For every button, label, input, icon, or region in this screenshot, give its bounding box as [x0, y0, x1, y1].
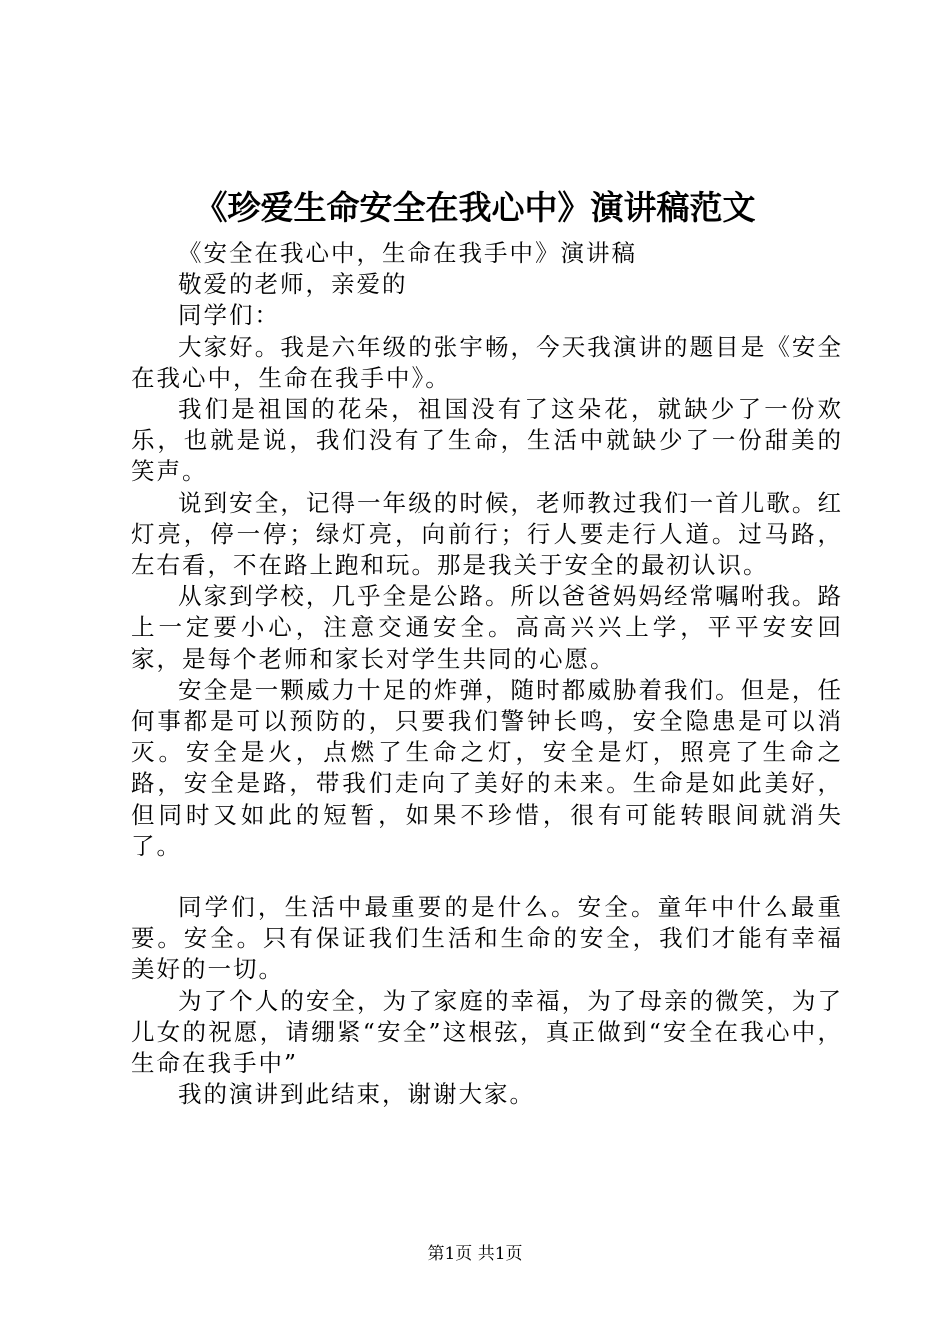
document-title: 《珍爱生命安全在我心中》演讲稿范文: [194, 188, 756, 227]
paragraph: 大家好。我是六年级的张宇畅，今天我演讲的题目是《安全在我心中，生命在我手中》。: [131, 332, 843, 392]
document-body: [131, 238, 843, 1110]
paragraph-greeting: 敬爱的老师，亲爱的: [178, 270, 408, 299]
paragraph: 从家到学校，几乎全是公路。所以爸爸妈妈经常嘱咐我。路上一定要小心，注意交通安全。高高兴兴上学，平平安安回家，是每个老师和家长对学生共同的心愿。: [131, 582, 843, 673]
paragraph: 安全是一颗威力十足的炸弹，随时都威胁着我们。但是，任何事都是可以预防的，只要我们警钟长鸣，安全隐患是可以消灭。安全是火，点燃了生命之灯，安全是灯，照亮了生命之路，安全是路，带我们走向了美好的未来。生命是如此美好，但同时又如此的短暂，如果不珍惜，很有可能转眼间就消失了。: [131, 675, 843, 860]
page-footer: 第1页 共1页: [427, 1244, 523, 1264]
paragraph-subtitle: 《安全在我心中，生命在我手中》演讲稿: [178, 239, 637, 267]
paragraph: 说到安全，记得一年级的时候，老师教过我们一首儿歌。红灯亮，停一停；绿灯亮，向前行；行人要走行人道。过马路，左右看，不在路上跑和玩。那是我关于安全的最初认识。: [131, 488, 843, 580]
paragraph: 同学们，生活中最重要的是什么。安全。童年中什么最重要。安全。只有保证我们生活和生命的安全，我们才能有幸福美好的一切。: [131, 893, 843, 984]
paragraph-closing: 我的演讲到此结束，谢谢大家。: [178, 1080, 535, 1109]
paragraph-greeting-cont: 同学们：: [178, 301, 280, 330]
paragraph: 我们是祖国的花朵，祖国没有了这朵花，就缺少了一份欢乐，也就是说，我们没有了生命，生活中就缺少了一份甜美的笑声。: [131, 395, 843, 486]
paragraph: 为了个人的安全，为了家庭的幸福，为了母亲的微笑，为了儿女的祝愿，请绷紧“安全”这根弦，真正做到“安全在我心中，生命在我手中”: [131, 986, 843, 1078]
